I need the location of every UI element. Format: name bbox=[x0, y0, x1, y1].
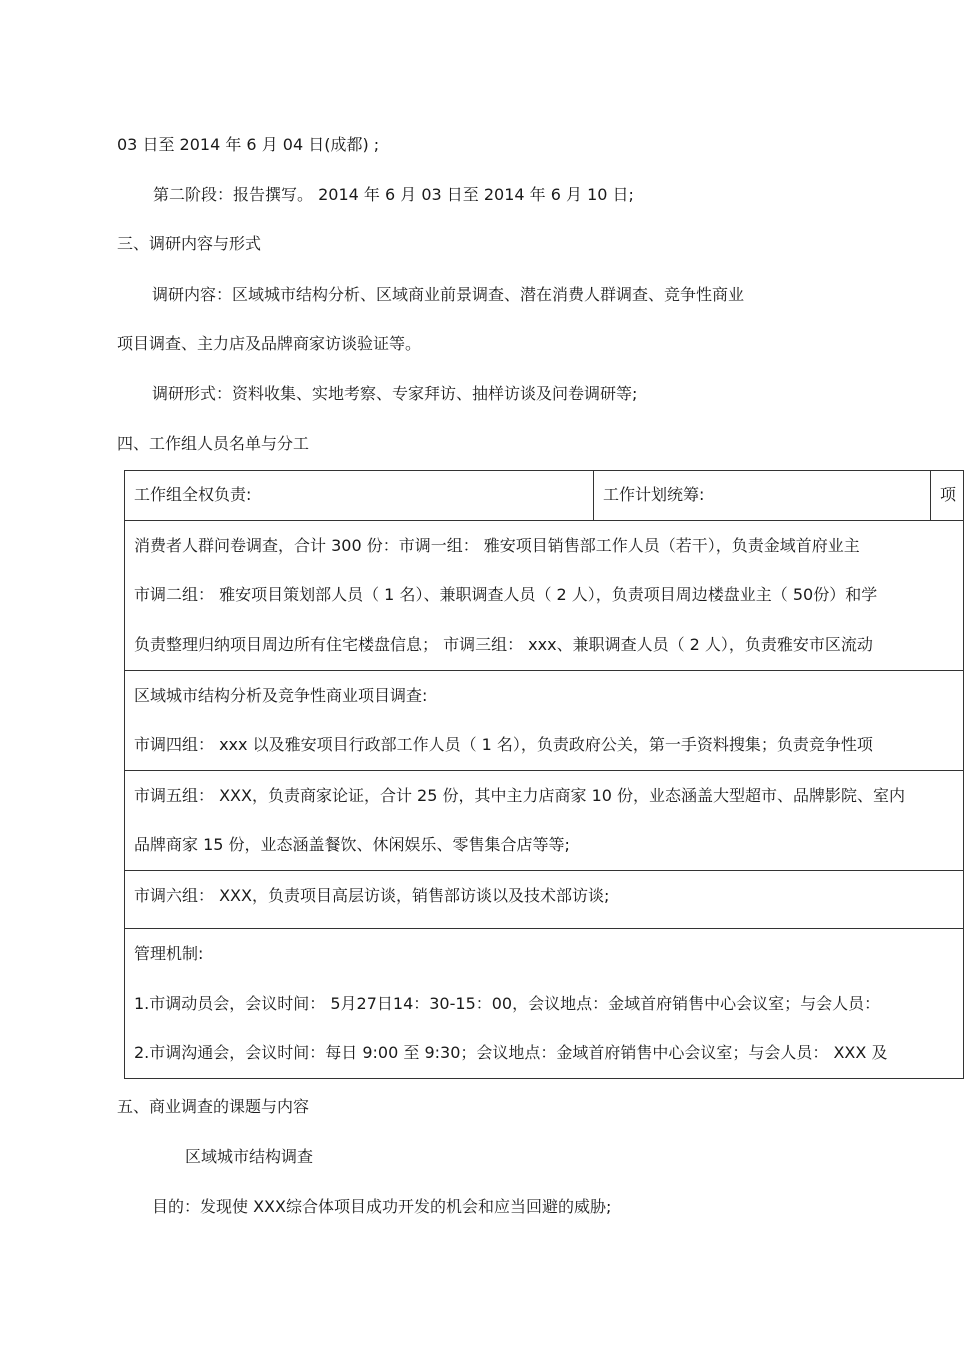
table-row bbox=[125, 471, 963, 521]
table-text: 管理机制: bbox=[134, 944, 204, 963]
table-text: 1.市调动员会，会议时间： 5月27日14：30-15：00，会议地点：金域首府销售中心会议室；与会人员： bbox=[134, 994, 881, 1013]
paragraph-phase-two: 第二阶段：报告撰写。 2014 年 6 月 03 日至 2014 年 6 月 10 日; bbox=[153, 185, 634, 204]
table-row bbox=[125, 771, 963, 871]
table-row bbox=[125, 521, 963, 671]
table-text: 品牌商家 15 份，业态涵盖餐饮、休闲娱乐、零售集合店等等; bbox=[134, 835, 570, 854]
table-row bbox=[125, 871, 963, 929]
paragraph-research-content-cont: 项目调查、主力店及品牌商家访谈验证等。 bbox=[117, 334, 422, 353]
section-heading-3: 三、调研内容与形式 bbox=[117, 234, 262, 253]
header-planning: 工作计划统筹: bbox=[603, 485, 705, 504]
table-cell bbox=[594, 471, 931, 520]
paragraph-purpose: 目的：发现使 XXX综合体项目成功开发的机会和应当回避的威胁; bbox=[152, 1197, 612, 1216]
table-cell bbox=[931, 471, 965, 520]
table-text: 市调五组： XXX，负责商家论证，合计 25 份，其中主力店商家 10 份，业态涵盖大型超市、品牌影院、室内 bbox=[134, 786, 906, 805]
table-cell bbox=[125, 471, 594, 520]
table-row bbox=[125, 671, 963, 771]
subheading-city-structure: 区域城市结构调查 bbox=[185, 1147, 314, 1166]
table-text: 市调六组： XXX，负责项目高层访谈，销售部访谈以及技术部访谈; bbox=[134, 886, 610, 905]
section-heading-5: 五、商业调查的课题与内容 bbox=[117, 1097, 310, 1116]
table-text: 消费者人群问卷调查，合计 300 份：市调一组： 雅安项目销售部工作人员（若干），负责金域首府业主 bbox=[134, 536, 860, 555]
staff-table bbox=[124, 470, 964, 1079]
paragraph-research-content: 调研内容：区域城市结构分析、区域商业前景调查、潜在消费人群调查、竞争性商业 bbox=[152, 285, 745, 304]
table-text: 负责整理归纳项目周边所有住宅楼盘信息； 市调三组： xxx、兼职调查人员（ 2 人），负责雅安市区流动 bbox=[134, 635, 873, 654]
paragraph-research-form: 调研形式：资料收集、实地考察、专家拜访、抽样访谈及问卷调研等; bbox=[152, 384, 638, 403]
table-text: 区域城市结构分析及竞争性商业项目调查: bbox=[134, 686, 428, 705]
table-text: 市调二组： 雅安项目策划部人员（ 1 名）、兼职调查人员（ 2 人），负责项目周边楼盘业主（ 50份）和学 bbox=[134, 585, 878, 604]
paragraph-date-range: 03 日至 2014 年 6 月 04 日(成都) ; bbox=[117, 135, 380, 154]
table-text: 2.市调沟通会，会议时间：每日 9:00 至 9:30；会议地点：金域首府销售中心会议室；与会人员： XXX 及 bbox=[134, 1043, 888, 1062]
table-text: 市调四组： xxx 以及雅安项目行政部工作人员（ 1 名），负责政府公关，第一手资料搜集；负责竞争性项 bbox=[134, 735, 873, 754]
table-row bbox=[125, 929, 963, 1078]
section-heading-4: 四、工作组人员名单与分工 bbox=[117, 434, 310, 453]
header-third: 项 bbox=[940, 485, 957, 504]
header-lead: 工作组全权负责: bbox=[134, 485, 252, 504]
